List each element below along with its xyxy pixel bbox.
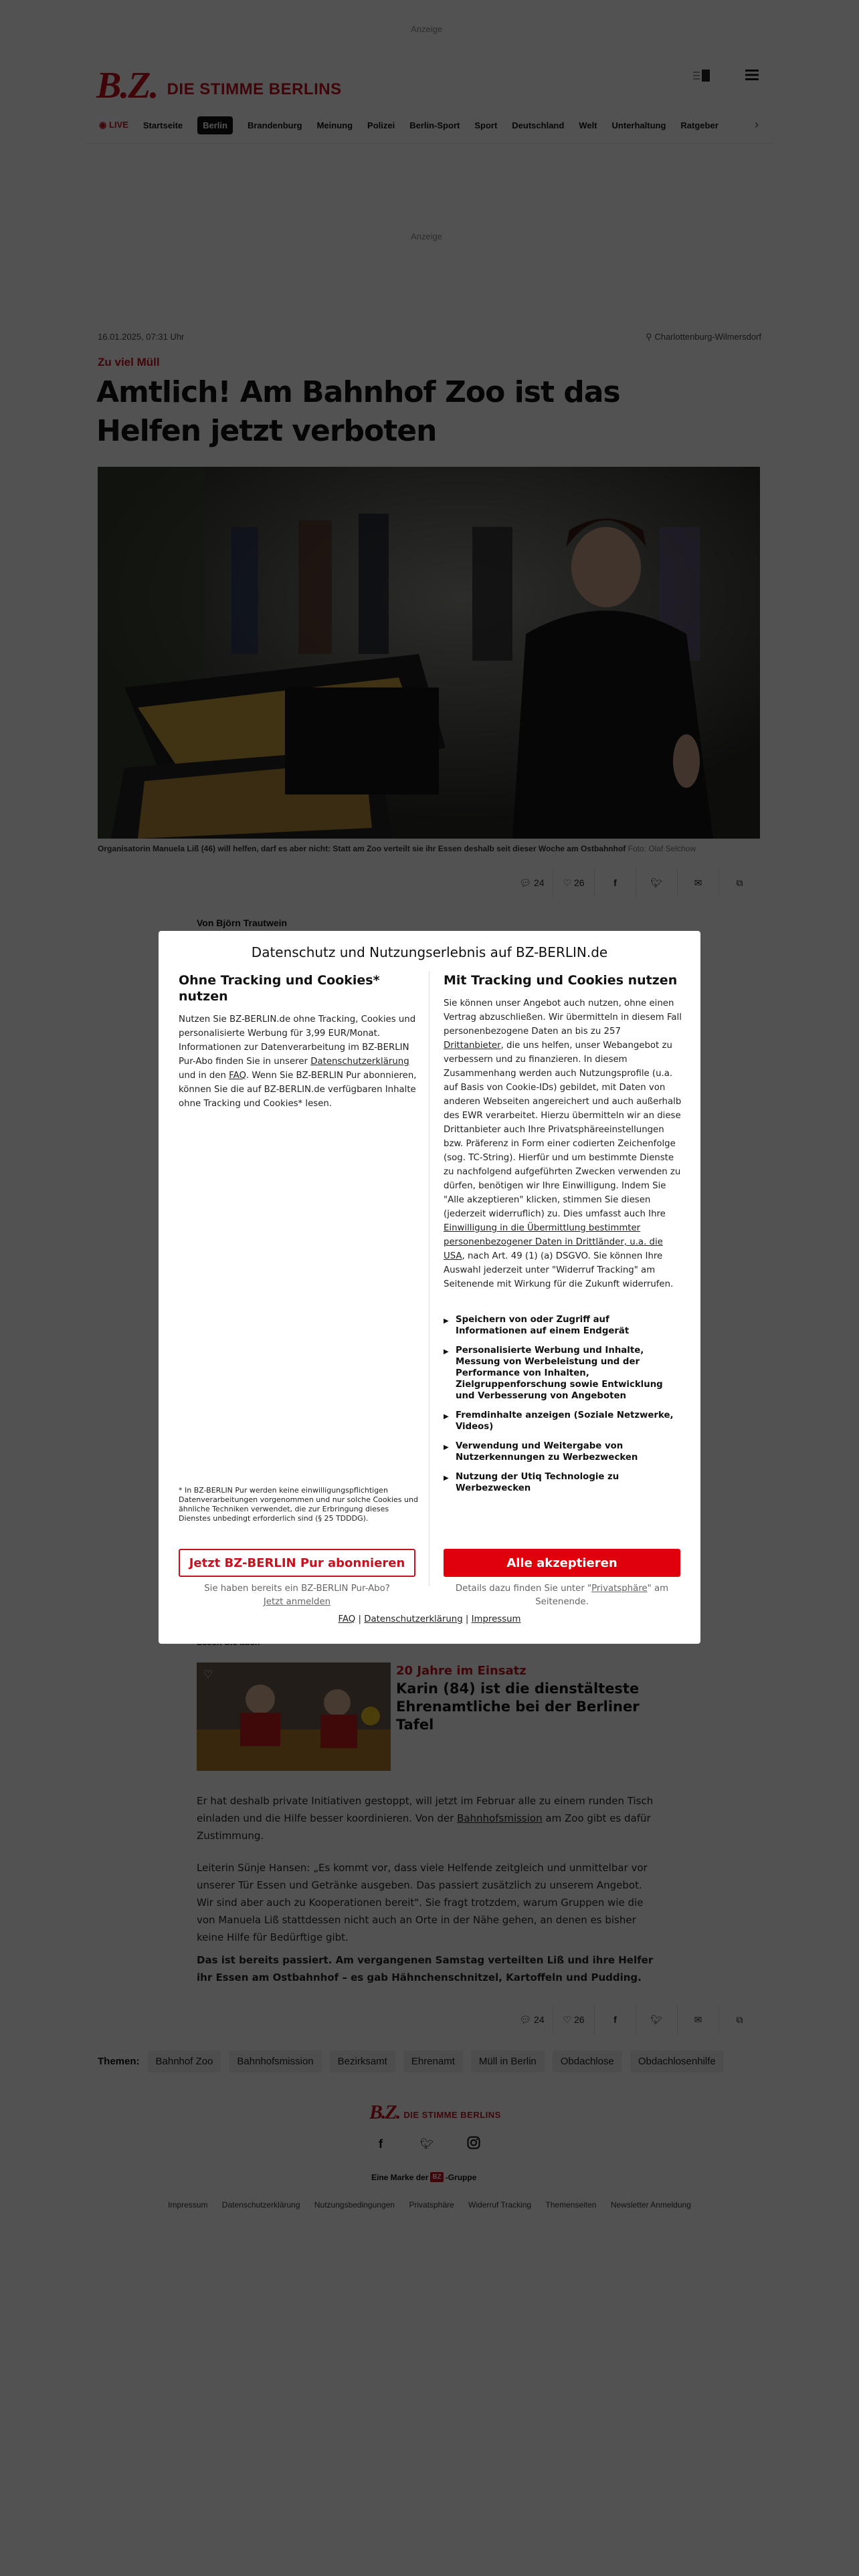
already-subscribed: [179, 1582, 415, 1609]
purpose-item[interactable]: ▶ Speichern von oder Zugriff auf Informationen auf einem Endgerät: [444, 1315, 630, 1336]
subscribe-button[interactable]: Jetzt BZ-BERLIN Pur abonnieren: [179, 1549, 415, 1577]
consent-dialog: [159, 931, 700, 1644]
third-parties-link[interactable]: Drittanbieter: [444, 1041, 501, 1051]
purpose-item[interactable]: ▶ Fremdinhalte anzeigen (Soziale Netzwerke, Videos): [444, 1410, 674, 1432]
privacy-settings-link[interactable]: Privatsphäre: [591, 1584, 648, 1594]
consent-privacy-link[interactable]: Datenschutzerklärung: [364, 1614, 463, 1624]
purpose-item[interactable]: ▶ Personalisierte Werbung und Inhalte, Messung von Werbeleistung und der Performance von Inhalten, Zielgruppenforschung sowie Entwicklung und Verbesserung von Angeboten: [444, 1346, 663, 1401]
consent-left-heading: Ohne Tracking und Cookies* nutzen: [179, 973, 380, 1004]
consent-left-text: Nutzen Sie BZ-BERLIN.de ohne Tracking, Cookies und personalisierte Werbung für 3,99 EUR/Monat. Informationen zur Datenverarbeitung im BZ-BERLIN Pur-Abo finden Sie in unserer Datenschutzerklärung und in den FAQ. Wenn Sie BZ-BERLIN Pur abonnieren, können Sie die auf BZ-BERLIN.de verfügbaren Inhalte ohne Tracking und Cookies* lesen.: [179, 1014, 417, 1109]
consent-right-text: Sie können unser Angebot auch nutzen, ohne einen Vertrag abzuschließen. Wir übermitteln in diesem Fall personenbezogene Daten an bis zu 257 Drittanbieter, die uns helfen, unser Webangebot zu verbessern und zu finanzieren. In diesem Zusammenhang werden auch Nutzungsprofile (u.a. auf Basis von Cookie-IDs) gebildet, mit Daten von anderen Webseiten angereichert und auch außerhalb des EWR verarbeitet. Hierzu übermitteln wir an diese Drittanbieter auch Ihre Privatsphäreeinstellungen bzw. Präferenz in Form einer codierten Zeichenfolge (sog. TC-String). Hierfür und um bestimmte Dienste zu nachfolgend aufgeführten Zwecken verwenden zu dürfen, benötigen wir Ihre Einwilligung. Indem Sie "Alle akzeptieren" klicken, stimmen Sie diesen (jederzeit widerruflich) zu. Dies umfasst auch Ihre Einwilligung in die Übermittlung bestimmter personenbezogener Daten in Drittländer, u.a. die USA, nach Art. 49 (1) (a) DSGVO. Sie können Ihre Auswahl jederzeit unter "Widerruf Tracking" am Seitenende mit Wirkung für die Zukunft widerrufen.: [444, 998, 682, 1289]
consent-faq-link[interactable]: FAQ: [338, 1614, 356, 1624]
already-text: Sie haben bereits ein BZ-BERLIN Pur-Abo?: [204, 1584, 390, 1594]
consent-footnote: * In BZ-BERLIN Pur werden keine einwilligungspflichtigen Datenverarbeitungen vorgenommen und nur solche Cookies und ähnliche Techniken verwendet, die zur Erbringung dieses Dienstes unbedingt erforderlich sind (§ 25 TDDDG).: [179, 1486, 418, 1523]
purpose-item[interactable]: ▶ Verwendung und Weitergabe von Nutzerkennungen zu Werbezwecken: [444, 1441, 638, 1463]
expand-arrow-icon: ▶: [444, 1348, 449, 1356]
faq-link[interactable]: FAQ: [229, 1071, 246, 1081]
column-divider: [429, 971, 430, 1586]
consent-footer-links: FAQ | Datenschutzerklärung | Impressum: [338, 1614, 521, 1624]
consent-right-heading: Mit Tracking und Cookies nutzen: [444, 973, 678, 988]
expand-arrow-icon: ▶: [444, 1317, 449, 1325]
consent-details-note: Details dazu finden Sie unter "Privatsphäre" am Seitenende.: [455, 1584, 669, 1607]
consent-right-column: [444, 972, 682, 1502]
expand-arrow-icon: ▶: [444, 1413, 449, 1420]
consent-imprint-link[interactable]: Impressum: [471, 1614, 521, 1624]
privacy-policy-link[interactable]: Datenschutzerklärung: [310, 1057, 409, 1067]
purpose-item[interactable]: ▶ Nutzung der Utiq Technologie zu Werbezwecken: [444, 1472, 619, 1493]
accept-all-button[interactable]: Alle akzeptieren: [444, 1549, 680, 1577]
consent-left-column: [179, 972, 419, 1111]
consent-title: Datenschutz und Nutzungserlebnis auf BZ-BERLIN.de: [251, 944, 608, 960]
login-link[interactable]: Jetzt anmelden: [263, 1597, 331, 1607]
expand-arrow-icon: ▶: [444, 1444, 449, 1451]
third-country-consent-link[interactable]: Einwilligung in die Übermittlung bestimmter personenbezogener Daten in Drittländer, u.a. die USA: [444, 1223, 663, 1261]
expand-arrow-icon: ▶: [444, 1475, 449, 1482]
consent-purposes: [444, 1314, 682, 1494]
